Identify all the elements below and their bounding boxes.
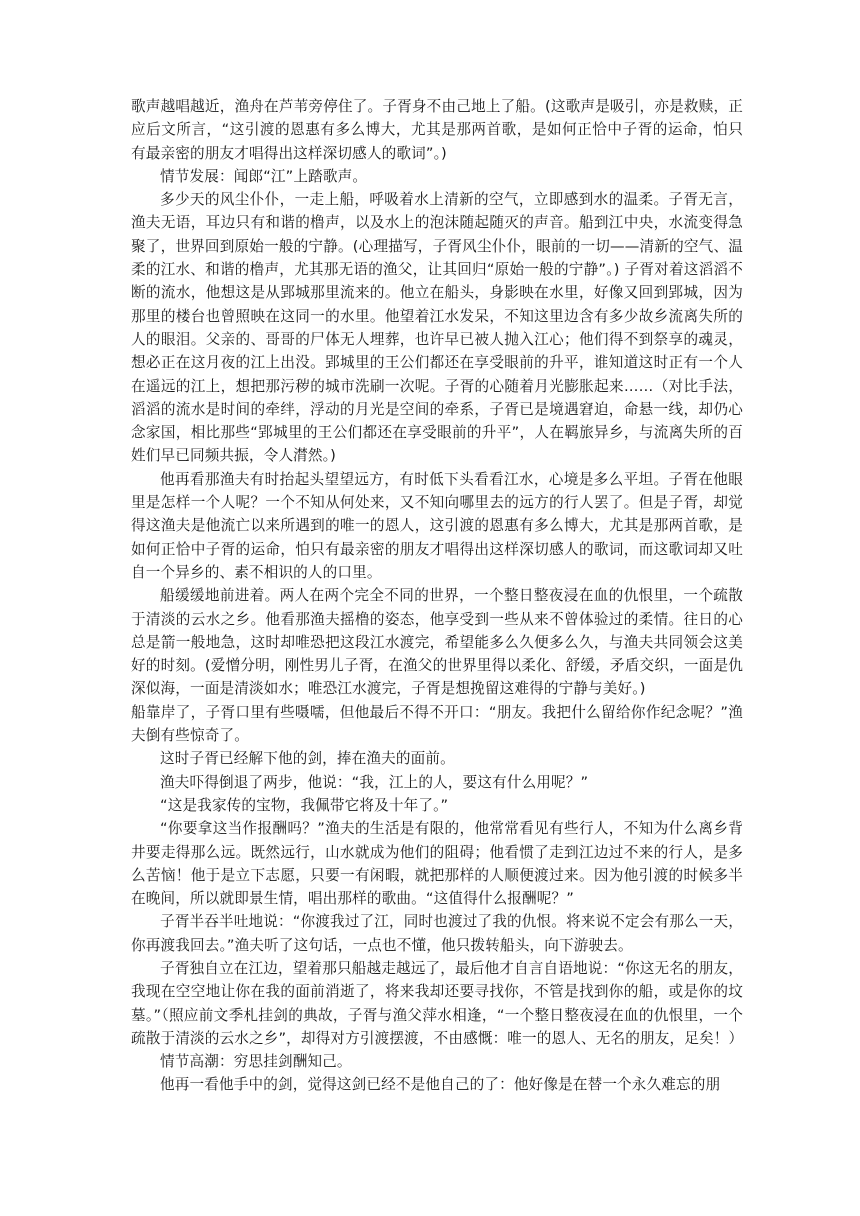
heading-plot-climax: 情节高潮：穷思挂剑酬知己。 — [160, 1053, 352, 1071]
paragraph-3: 多少天的风尘仆仆，一走上船，呼吸着水上清新的空气，立即感到水的温柔。子胥无言，渔夫无语，耳边只有和谐的橹声，以及水上的泡沫随起随灭的声音。船到江中央，水流变得急聚了，世界回到原始一般的宁静。(心理描写，子胥风尘仆仆，眼前的一切——清新的空气、温柔的江水、和谐的橹声，尤其那无语的渔父，让其回归“原始一般的宁静”。) 子胥对着这滔滔不断的流水，他想这是从郢城那里流来的。他立在船头，身影映在水里，好像又回到郢城，因为那里的楼台也曾照映在这同一的水里。他望着江水发呆，不知这里边含有多少故乡流离失所的人的眼泪。父亲的、哥哥的尸体无人埋葬，也许早已被人抛入江心；他们得不到祭享的魂灵，想必正在这月夜的江上出没。郢城里的王公们都还在享受眼前的升平，谁知道这时正有一个人在遥远的江上，想把那污秽的城市洗刷一次呢。子胥的心随着月光膨胀起来……（对比手法，滔滔的流水是时间的牵绊，浮动的月光是空间的牵系，子胥已是境遇窘迫，命悬一线，却仍心念家国，相比那些“郢城里的王公们都还在享受眼前的升平”，人在羁旅异乡，与流离失所的百姓们早已同频共振，令人潸然。) — [131, 191, 743, 465]
paragraph-10: “你要拿这当作报酬吗？”渔夫的生活是有限的，他常常看见有些行人，不知为什么离乡背井要走得那么远。既然远行，山水就成为他们的阻碍；他看惯了走到江边过不来的行人，是多么苦恼！他于是立下志愿，只要一有闲暇，就把那样的人顺便渡过来。因为他引渡的时候多半在晚间，所以就即景生情，唱出那样的歌曲。“这值得什么报酬呢？” — [131, 820, 743, 908]
paragraph-6: 船靠岸了，子胥口里有些嗫嚅，但他最后不得不开口：“朋友。我把什么留给你作纪念呢？”渔夫倒有些惊奇了。 — [131, 703, 743, 745]
paragraph-14: 他再一看他手中的剑，觉得这剑已经不是他自己的了：他好像是在替一个永久难忘的朋 — [160, 1076, 721, 1094]
heading-plot-development: 情节发展：闻郎“江”上踏歌声。 — [160, 167, 368, 185]
document-body — [131, 95, 743, 1097]
paragraph-11: 子胥半吞半吐地说：“你渡我过了江，同时也渡过了我的仇恨。将来说不定会有那么一天，你再渡我回去。”渔夫听了这句话，一点也不懂，他只拨转船头，向下游驶去。 — [131, 913, 743, 954]
paragraph-7: 这时子胥已经解下他的剑，捧在渔夫的面前。 — [160, 750, 455, 768]
paragraph-4: 他再看那渔夫有时抬起头望望远方，有时低下头看看江水，心境是多么平坦。子胥在他眼里是怎样一个人呢？一个不知从何处来，又不知向哪里去的远方的行人罢了。但是子胥，却觉得这渔夫是他流亡以来所遇到的唯一的恩人，这引渡的恩惠有多么博大，尤其是那两首歌，是如何正恰中子胥的运命，怕只有最亲密的朋友才唱得出这样深切感人的歌词，而这歌词却又吐自一个异乡的、素不相识的人的口里。 — [131, 470, 743, 581]
paragraph-9: “这是我家传的宝物，我佩带它将及十年了。” — [160, 796, 449, 814]
paragraph-5: 船缓缓地前进着。两人在两个完全不同的世界，一个整日整夜浸在血的仇恨里，一个疏散于清淡的云水之乡。他看那渔夫摇橹的姿态，他享受到一些从来不曾体验过的柔情。往日的心总是箭一般地急，这时却唯恐把这段江水渡完，希望能多么久便多么久，与渔夫共同领会这美好的时刻。(爱憎分明，刚性男儿子胥，在渔父的世界里得以柔化、舒缓，矛盾交织，一面是仇深似海，一面是清淡如水；唯恐江水渡完，子胥是想挽留这难得的宁静与美好。) — [131, 587, 743, 698]
paragraph-8: 渔夫吓得倒退了两步，他说：“我，江上的人，要这有什么用呢？” — [160, 773, 589, 791]
paragraph-12: 子胥独自立在江边，望着那只船越走越远了，最后他才自言自语地说：“你这无名的朋友，我现在空空地让你在我的面前消逝了，将来我却还要寻找你，不管是找到你的船，或是你的坟墓。”（照应前文季札挂剑的典故，子胥与渔父萍水相逢，“一个整日整夜浸在血的仇恨里，一个疏散于清淡的云水之乡”，却得对方引渡摆渡，不由感慨：唯一的恩人、无名的朋友，足矣！） — [131, 959, 744, 1047]
paragraph-1: 歌声越唱越近，渔舟在芦苇旁停住了。子胥身不由己地上了船。(这歌声是吸引，亦是救赎，正应后文所言，“这引渡的恩惠有多么博大，尤其是那两首歌，是如何正恰中子胥的运命，怕只有最亲密的朋友才唱得出这样深切感人的歌词”。) — [131, 98, 743, 162]
